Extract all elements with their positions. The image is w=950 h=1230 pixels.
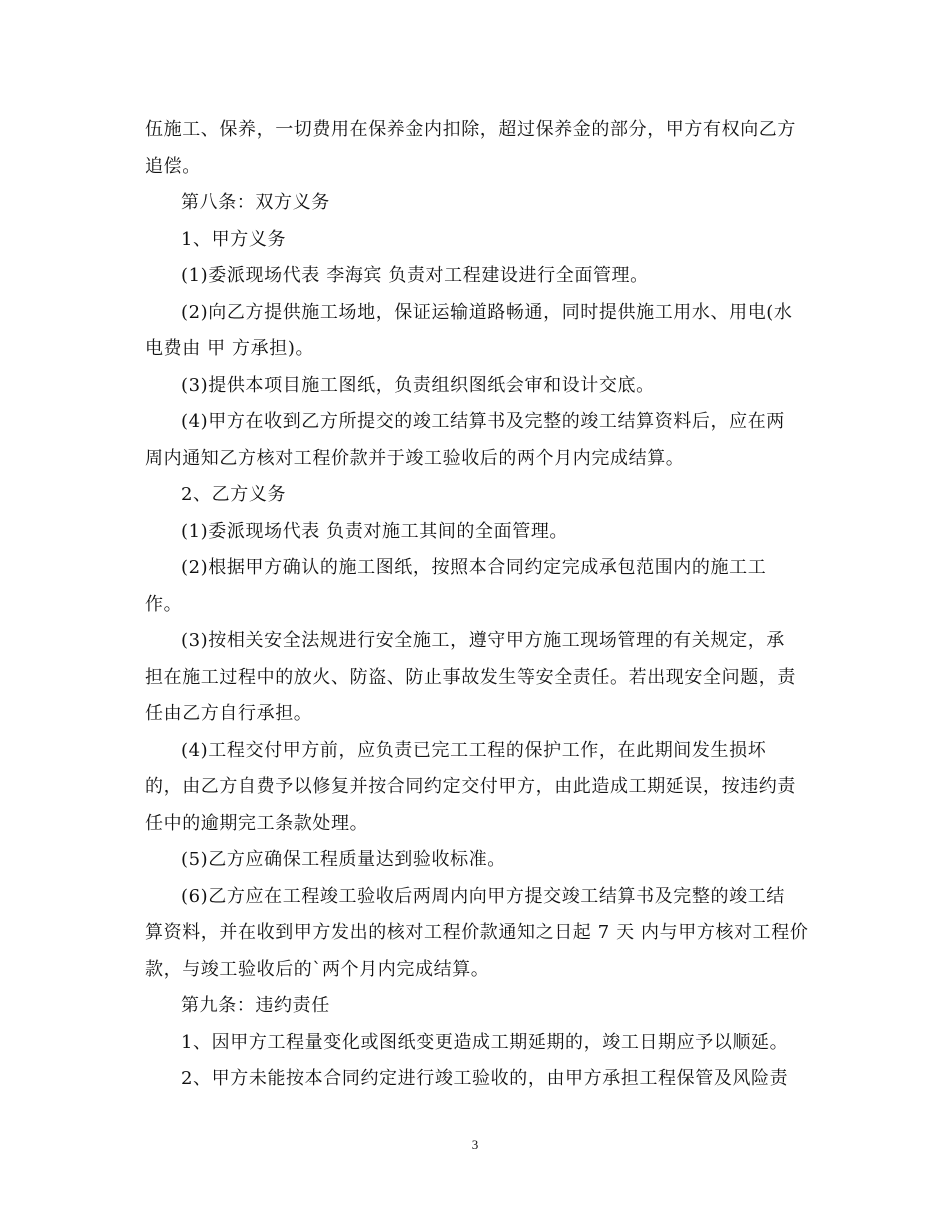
text-line: 周内通知乙方核对工程价款并于竣工验收后的两个月内完成结算。: [145, 447, 685, 469]
text-line: 1、因甲方工程量变化或图纸变更造成工期延期的，竣工日期应予以顺延。: [181, 1031, 789, 1053]
text-line: (2)根据甲方确认的施工图纸，按照本合同约定完成承包范围内的施工工: [181, 557, 767, 578]
text-line: (3)按相关安全法规进行安全施工，遵守甲方施工现场管理的有关规定，承: [181, 630, 785, 651]
page-number: 3: [471, 1137, 479, 1152]
text-line: (3)提供本项目施工图纸，负责组织图纸会审和设计交底。: [181, 374, 655, 396]
text-line: 第八条：双方义务: [181, 192, 330, 213]
text-line: (4)工程交付甲方前，应负责已完工工程的保护工作，在此期间发生损坏: [181, 739, 767, 761]
text-line: 1、甲方义务: [181, 228, 287, 250]
text-line: (1)委派现场代表 李海宾 负责对工程建设进行全面管理。: [181, 265, 649, 286]
text-line: 任中的逾期完工条款处理。: [145, 812, 369, 834]
text-line: 2、乙方义务: [181, 484, 287, 505]
text-line: (2)向乙方提供施工场地，保证运输道路畅通，同时提供施工用水、用电(水: [181, 301, 793, 323]
text-line: (4)甲方在收到乙方所提交的竣工结算书及完整的竣工结算资料后，应在两: [181, 411, 785, 432]
body-text: [145, 112, 810, 1098]
text-line: 的，由乙方自费予以修复并按合同约定交付甲方，由此造成工期延误，按违约责: [145, 776, 796, 797]
text-line: 伍施工、保养，一切费用在保养金内扣除，超过保养金的部分，甲方有权向乙方: [145, 119, 796, 140]
text-line: 第九条：违约责任: [181, 995, 330, 1016]
text-line: 2、甲方未能按本合同约定进行竣工验收的，由甲方承担工程保管及风险责: [181, 1068, 789, 1089]
text-line: (1)委派现场代表 负责对施工其间的全面管理。: [181, 520, 569, 542]
text-line: (5)乙方应确保工程质量达到验收标准。: [181, 849, 506, 870]
text-line: 电费由 甲 方承担)。: [145, 338, 315, 359]
text-line: 作。: [145, 593, 183, 615]
text-line: 追偿。: [145, 155, 201, 177]
text-line: (6)乙方应在工程竣工验收后两周内向甲方提交竣工结算书及完整的竣工结: [181, 885, 785, 907]
text-line: 任由乙方自行承担。: [145, 703, 313, 724]
text-line: 担在施工过程中的放火、防盗、防止事故发生等安全责任。若出现安全问题，责: [145, 666, 796, 688]
text-line: 款，与竣工验收后的`两个月内完成结算。: [145, 958, 490, 980]
text-line: 算资料，并在收到甲方发出的核对工程价款通知之日起 7 天 内与甲方核对工程价: [145, 922, 809, 943]
